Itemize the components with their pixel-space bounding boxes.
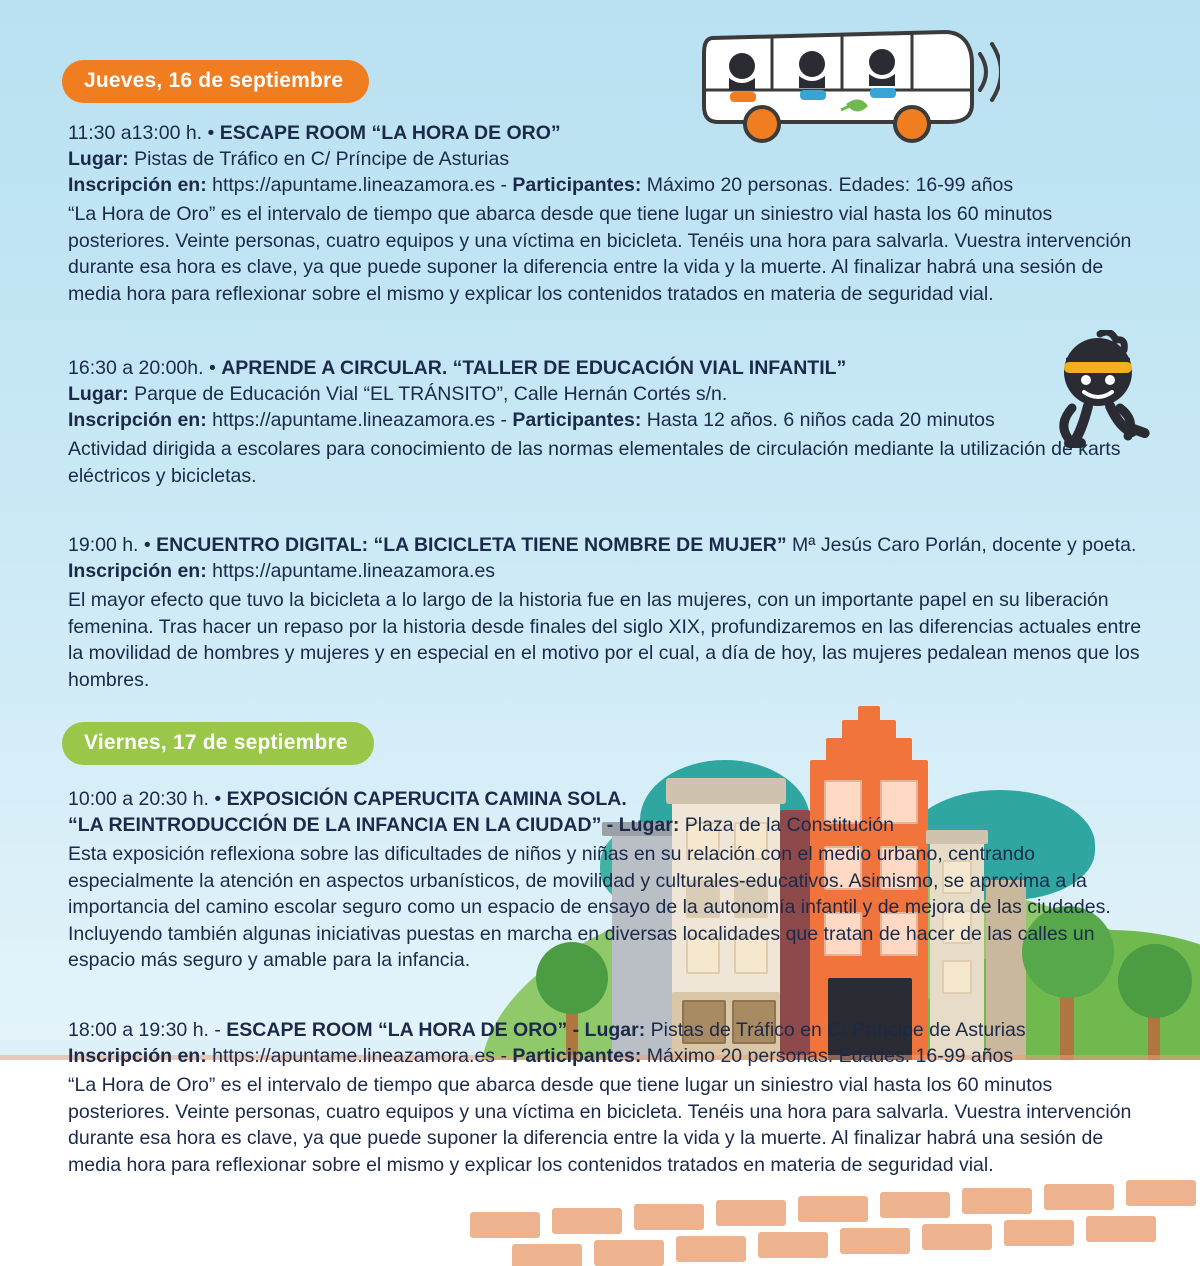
event-description: Actividad dirigida a escolares para conocimiento de las normas elementales de circulación mediante la utilización de karts eléctricos y bicicletas. xyxy=(68,438,1121,487)
lugar-label: Lugar: xyxy=(68,383,129,406)
lugar-value: Parque de Educación Vial “EL TRÁNSITO”, Calle Hernán Cortés s/n. xyxy=(128,383,728,406)
inscripcion-label: Inscripción en: xyxy=(68,409,207,432)
event-header xyxy=(68,532,1158,558)
lugar-label: - Lugar: xyxy=(601,814,680,837)
event-registration xyxy=(68,1043,1158,1069)
inscripcion-url[interactable]: https://apuntame.lineazamora.es - xyxy=(206,1045,513,1068)
lugar-value: Plaza de la Constitución xyxy=(679,814,894,837)
event-title: ENCUENTRO DIGITAL: “LA BICICLETA TIENE NOMBRE DE MUJER” xyxy=(156,534,787,556)
event-title: APRENDE A CIRCULAR. “TALLER DE EDUCACIÓN VIAL INFANTIL” xyxy=(221,357,847,379)
inscripcion-url[interactable]: https://apuntame.lineazamora.es - xyxy=(206,409,513,432)
event-title: ESCAPE ROOM “LA HORA DE ORO” xyxy=(226,1019,568,1041)
event-description: El mayor efecto que tuvo la bicicleta a lo largo de la historia fue en las mujeres, con un importante papel en su liberación femenina. Tras hacer un repaso por la historia desde finales del siglo XIX, profundizaremos en las diferencias actuales entre la movilidad de hombres y mujeres y en especial en el motivo por el cual, a día de hoy, las mujeres pedalean menos que los hombres. xyxy=(68,589,1142,691)
day-badge-label: Viernes, 17 de septiembre xyxy=(62,722,374,765)
participantes-label: Participantes: xyxy=(512,409,642,432)
event-description: “La Hora de Oro” es el intervalo de tiempo que abarca desde que tiene lugar un siniestro vial hasta los 60 minutos posteriores. Veinte personas, cuatro equipos y una víctima en bicicleta. Tenéis una hora para salvarla. Vuestra intervención durante esa hora es clave, ya que puede suponer la diferencia entre la vida y la muerte. Al finalizar habrá una sesión de media hora para reflexionar sobre el mismo y explicar los contenidos tratados en materia de seguridad vial. xyxy=(68,1074,1132,1176)
event-thursday-encuentro-digital xyxy=(68,532,1158,693)
participantes-value: Máximo 20 personas. Edades: 16-99 años xyxy=(641,1045,1014,1068)
event-header xyxy=(68,355,1158,381)
event-registration xyxy=(68,558,1158,584)
event-registration xyxy=(68,172,1158,198)
event-time: 19:00 h. • xyxy=(68,534,157,556)
event-location xyxy=(68,146,1158,172)
day-badge-label: Jueves, 16 de septiembre xyxy=(62,60,369,103)
participantes-value: Máximo 20 personas. Edades: 16-99 años xyxy=(641,174,1014,197)
event-registration xyxy=(68,407,1158,433)
lugar-label: Lugar: xyxy=(68,148,129,171)
inscripcion-label: Inscripción en: xyxy=(68,1045,207,1068)
inscripcion-label: Inscripción en: xyxy=(68,560,207,583)
day-badge-friday xyxy=(62,722,374,765)
event-time: 18:00 a 19:30 h. - xyxy=(68,1019,227,1041)
event-friday-escape-room xyxy=(68,1017,1158,1178)
event-time: 10:00 a 20:30 h. • xyxy=(68,788,227,810)
event-friday-exposicion xyxy=(68,786,1158,974)
inscripcion-url[interactable]: https://apuntame.lineazamora.es - xyxy=(206,174,513,197)
event-title: EXPOSICIÓN CAPERUCITA CAMINA SOLA. xyxy=(226,788,627,810)
event-thursday-aprende-circular xyxy=(68,355,1158,489)
participantes-label: Participantes: xyxy=(512,174,642,197)
lugar-value: Pistas de Tráfico en C/ Príncipe de Asturias xyxy=(645,1019,1026,1041)
event-title-line2: “LA REINTRODUCCIÓN DE LA INFANCIA EN LA CIUDAD” xyxy=(68,814,602,837)
event-header xyxy=(68,120,1158,146)
event-description: Esta exposición reflexiona sobre las dificultades de niños y niñas en su relación con el medio urbano, centrando especialmente la atención en aspectos urbanísticos, de movilidad y culturales-educativos. Asimismo, se aproxima a la importancia del camino escolar seguro como un espacio de ensayo de la autonomía infantil y de mejora de las ciudades. Incluyendo también algunas iniciativas puestas en marcha en diversas localidades que tratan de hacer de las calles un espacio más seguro y amable para la infancia. xyxy=(68,843,1111,972)
lugar-label: - Lugar: xyxy=(567,1019,646,1041)
day-badge-thursday xyxy=(62,60,369,103)
event-location xyxy=(68,381,1158,407)
event-header xyxy=(68,1017,1158,1043)
event-speaker: Mª Jesús Caro Porlán, docente y poeta. xyxy=(786,534,1137,556)
inscripcion-label: Inscripción en: xyxy=(68,174,207,197)
event-header xyxy=(68,786,1158,812)
event-header-line2 xyxy=(68,812,1158,838)
inscripcion-url[interactable]: https://apuntame.lineazamora.es xyxy=(206,560,496,583)
event-thursday-escape-room xyxy=(68,120,1158,307)
lugar-value: Pistas de Tráfico en C/ Príncipe de Asturias xyxy=(128,148,510,171)
event-title: ESCAPE ROOM “LA HORA DE ORO” xyxy=(219,122,561,144)
event-time: 16:30 a 20:00h. • xyxy=(68,357,222,379)
event-time: 11:30 a13:00 h. • xyxy=(68,122,220,144)
participantes-value: Hasta 12 años. 6 niños cada 20 minutos xyxy=(641,409,995,432)
participantes-label: Participantes: xyxy=(512,1045,642,1068)
event-description: “La Hora de Oro” es el intervalo de tiempo que abarca desde que tiene lugar un siniestro vial hasta los 60 minutos posteriores. Veinte personas, cuatro equipos y una víctima en bicicleta. Tenéis una hora para salvarla. Vuestra intervención durante esa hora es clave, ya que puede suponer la diferencia entre la vida y la muerte. Al finalizar habrá una sesión de media hora para reflexionar sobre el mismo y explicar los contenidos tratados en materia de seguridad vial. xyxy=(68,203,1132,305)
